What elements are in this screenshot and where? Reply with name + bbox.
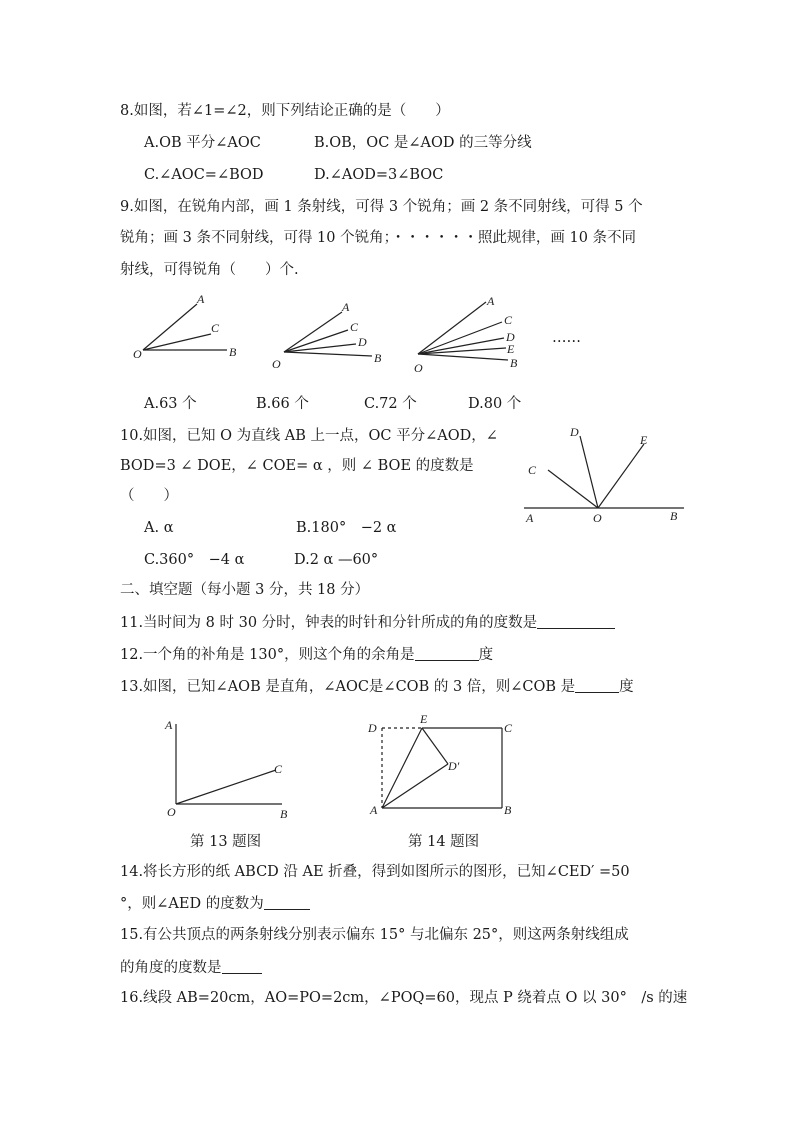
q9-ellipsis: …… [552,330,581,346]
q9-fig2-label-a: A [342,300,350,314]
q9-fig2-label-c: C [350,320,359,334]
q14-figure [362,708,522,818]
q9-figure-1 [125,290,255,370]
q10-label-a: A [526,511,534,525]
q9-fig3-label-b: B [510,356,518,370]
q14-label-b: B [504,803,512,817]
q9-fig2-label-d: D [358,335,367,349]
q9-fig1-label-b: B [229,345,237,359]
q9-fig2-label-o: O [272,357,281,370]
q10-option-d: D.2 α —60° [294,552,379,568]
q11-text-content: 11.当时间为 8 时 30 分时，钟表的时针和分针所成的角的度数是 [120,615,538,631]
q9-option-c: C.72 个 [364,396,417,412]
q9-figure-3 [408,290,538,380]
q13-label-c: C [274,762,283,776]
q13-text [120,676,634,697]
q12-answer-blank[interactable] [415,644,479,661]
q14-line2 [120,893,310,914]
q16-line1: 16.线段 AB=20cm，AO=PO=2cm，∠POQ=60，现点 P 绕着点 O 以 30° /s 的速 [120,990,688,1006]
section-2-title: 二、填空题（每小题 3 分，共 18 分） [120,582,370,598]
q14-label-dprime: D′ [448,759,460,773]
q9-line2: 锐角；画 3 条不同射线，可得 10 个锐角；・・・・・・照此规律，画 10 条不同 [120,230,637,246]
q8-option-d: D.∠AOD=3∠BOC [314,167,444,183]
q9-option-a: A.63 个 [144,396,197,412]
q11-text [120,612,615,633]
q9-figure-2 [268,290,398,370]
q9-fig3-label-c: C [504,313,513,327]
q14-label-e: E [420,712,428,726]
q13-label-o: O [167,805,176,819]
q10-label-b: B [670,509,678,523]
q8-stem: 8.如图，若∠1=∠2，则下列结论正确的是（ ） [120,103,450,119]
q10-option-c: C.360° −4 α [144,552,245,568]
q9-fig3-label-o: O [414,361,423,375]
q9-fig1-label-a: A [197,292,205,306]
q10-line3: （ ） [120,488,178,504]
q9-fig1-label-c: C [211,321,220,335]
q11-answer-blank[interactable] [537,612,615,629]
q14-line1: 14.将长方形的纸 ABCD 沿 AE 折叠，得到如图所示的图形，已知∠CED′ =50 [120,864,630,880]
q8-option-a: A.OB 平分∠AOC [144,135,261,151]
q9-fig3-label-d: D [506,330,515,344]
q13-caption: 第 13 题图 [190,834,262,850]
q14-label-a: A [370,803,378,817]
q14-label-c: C [504,721,513,735]
q15-line1: 15.有公共顶点的两条射线分别表示偏东 15° 与北偏东 25°，则这两条射线组成 [120,927,629,943]
q13-label-a: A [165,718,173,732]
q14-line2-text: °，则∠AED 的度数为 [120,896,264,912]
q8-option-b: B.OB，OC 是∠AOD 的三等分线 [314,135,532,151]
q9-option-d: D.80 个 [468,396,522,412]
q10-option-b: B.180° −2 α [296,520,397,536]
q10-line2: BOD=3 ∠ DOE，∠ COE= α ，则 ∠ BOE 的度数是 [120,458,474,474]
q14-label-d: D [368,721,377,735]
q10-figure [520,422,690,527]
q10-label-d: D [570,425,579,439]
q15-answer-blank[interactable] [222,957,262,974]
q10-label-e: E [640,433,648,447]
q10-label-o: O [593,511,602,525]
q14-caption: 第 14 题图 [408,834,480,850]
q10-line1: 10.如图，已知 O 为直线 AB 上一点，OC 平分∠AOD，∠ [120,428,498,444]
q9-fig2-label-b: B [374,351,382,365]
q15-line2-text: 的角度的度数是 [120,960,222,976]
q9-line1: 9.如图，在锐角内部，画 1 条射线，可得 3 个锐角；画 2 条不同射线，可得 5 个 [120,199,643,215]
q8-option-c: C.∠AOC=∠BOD [144,167,264,183]
q10-option-a: A. α [144,520,174,536]
q12-unit: 度 [478,647,494,663]
q10-label-c: C [528,463,537,477]
q14-answer-blank[interactable] [264,893,310,910]
q12-text [120,644,493,665]
q13-unit: 度 [619,679,634,695]
q12-text-content: 12.一个角的补角是 130°，则这个角的余角是 [120,647,415,663]
q13-answer-blank[interactable] [575,676,619,693]
q9-fig1-label-o: O [133,347,142,361]
q13-figure [160,712,300,822]
q15-line2 [120,957,262,978]
q13-text-content: 13.如图，已知∠AOB 是直角，∠AOC是∠COB 的 3 倍，则∠COB 是 [120,679,576,695]
q9-option-b: B.66 个 [256,396,309,412]
q9-line3: 射线，可得锐角（ ）个. [120,262,299,278]
q13-label-b: B [280,807,288,821]
q9-fig3-label-e: E [507,342,515,356]
q9-fig3-label-a: A [487,294,495,308]
